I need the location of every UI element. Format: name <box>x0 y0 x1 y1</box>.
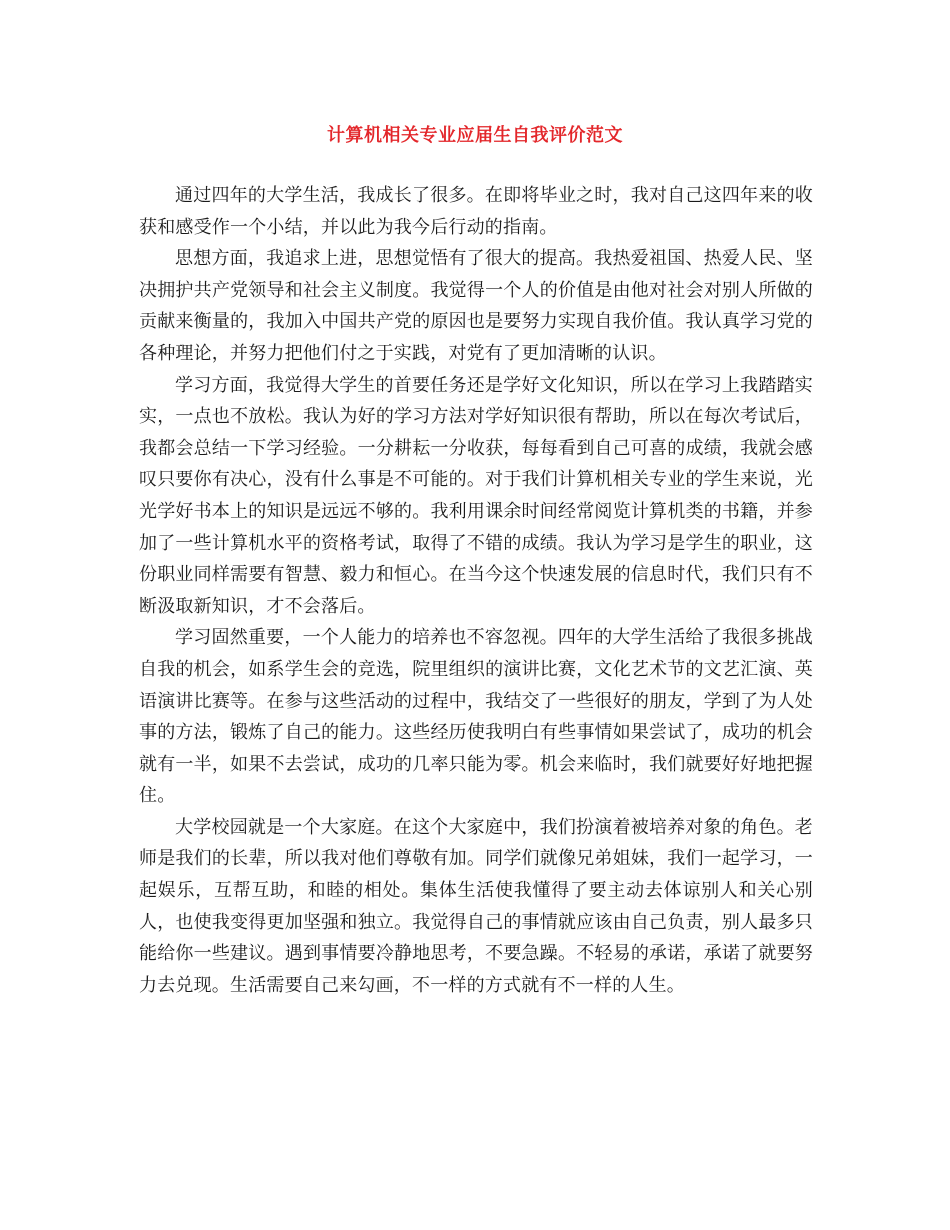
paragraph-study: 学习方面，我觉得大学生的首要任务还是学好文化知识，所以在学习上我踏踏实实，一点也不放松。我认为好的学习方法对学好知识很有帮助，所以在每次考试后，我都会总结一下学习经验。一分耕耘一分收获，每每看到自己可喜的成绩，我就会感叹只要你有决心，没有什么事是不可能的。对于我们计算机相关专业的学生来说，光光学好书本上的知识是远远不够的。我利用课余时间经常阅览计算机类的书籍，并参加了一些计算机水平的资格考试，取得了不错的成绩。我认为学习是学生的职业，这份职业同样需要有智慧、毅力和恒心。在当今这个快速发展的信息时代，我们只有不断汲取新知识，才不会落后。 <box>139 374 813 617</box>
paragraph-ideology: 思想方面，我追求上进，思想觉悟有了很大的提高。我热爱祖国、热爱人民、坚决拥护共产党领导和社会主义制度。我觉得一个人的价值是由他对社会对别人所做的贡献来衡量的，我加入中国共产党的原因也是要努力实现自我价值。我认真学习党的各种理论，并努力把他们付之于实践，对党有了更加清晰的认识。 <box>139 248 813 364</box>
document-title: 计算机相关专业应届生自我评价范文 <box>327 125 623 146</box>
document-body <box>139 180 813 1001</box>
paragraph-intro: 通过四年的大学生活，我成长了很多。在即将毕业之时，我对自己这四年来的收获和感受作一个小结，并以此为我今后行动的指南。 <box>139 185 813 238</box>
paragraph-campus-life: 大学校园就是一个大家庭。在这个大家庭中，我们扮演着被培养对象的角色。老师是我们的长辈，所以我对他们尊敬有加。同学们就像兄弟姐妹，我们一起学习，一起娱乐，互帮互助，和睦的相处。集体生活使我懂得了要主动去体谅别人和关心别人，也使我变得更加坚强和独立。我觉得自己的事情就应该由自己负责，别人最多只能给你一些建议。遇到事情要冷静地思考，不要急躁。不轻易的承诺，承诺了就要努力去兑现。生活需要自己来勾画，不一样的方式就有不一样的人生。 <box>139 816 813 996</box>
paragraph-ability: 学习固然重要，一个人能力的培养也不容忽视。四年的大学生活给了我很多挑战自我的机会，如系学生会的竞选，院里组织的演讲比赛，文化艺术节的文艺汇演、英语演讲比赛等。在参与这些活动的过程中，我结交了一些很好的朋友，学到了为人处事的方法，锻炼了自己的能力。这些经历使我明白有些事情如果尝试了，成功的机会就有一半，如果不去尝试，成功的几率只能为零。机会来临时，我们就要好好地把握住。 <box>139 627 813 807</box>
